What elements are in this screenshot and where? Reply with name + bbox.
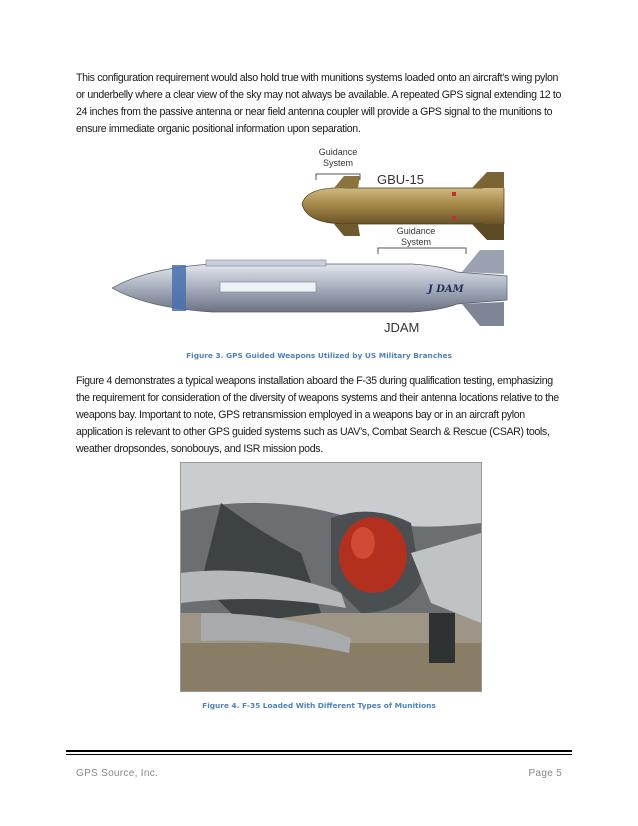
footer-rule-thick <box>66 750 572 752</box>
figure-3-image <box>112 146 532 346</box>
guidance-label-top-2: System <box>322 158 354 168</box>
figure-3-caption: Figure 3. GPS Guided Weapons Utilized by US Military Branches <box>186 351 452 360</box>
jdam-label: JDAM <box>384 320 420 335</box>
figure-4-caption: Figure 4. F-35 Loaded With Different Types of Munitions <box>202 701 436 710</box>
guidance-label-bottom-1: Guidance <box>396 226 436 236</box>
guided-weapons-illustration <box>112 146 532 346</box>
guidance-label-bottom-2: System <box>400 237 432 247</box>
guidance-label-top-1: Guidance <box>318 147 358 157</box>
footer-rule-thin <box>66 754 572 755</box>
footer-page-number: Page 5 <box>528 768 562 779</box>
paragraph-1: This configuration requirement would also hold true with munitions systems loaded onto an aircraft’s wing pylon or underbelly where a clear view of the sky may not always be available. A repeated GPS signal extending 12 to 24 inches from the passive antenna or near field antenna coupler will provide a GPS signal to the munitions to ensure immediate organic positional information upon separation. <box>76 72 562 135</box>
paragraph-2: Figure 4 demonstrates a typical weapons installation aboard the F-35 during qualification testing, emphasizing the requirement for consideration of the diversity of weapons systems and their antenna locations relative to the weapons bay. Important to note, GPS retransmission employed in a weapons bay or in an aircraft pylon application is relevant to other GPS guided systems such as UAV’s, Combat Search & Rescue (CSAR) tools, weather dropsondes, sonobouys, and ISR mission pods. <box>76 375 559 455</box>
jdam-marking: J DAM <box>428 284 464 295</box>
gbu-15-label: GBU-15 <box>377 172 424 187</box>
f35-weapons-bay-photo <box>181 463 481 691</box>
footer-company: GPS Source, Inc. <box>76 768 159 779</box>
figure-4-photo <box>180 462 482 692</box>
